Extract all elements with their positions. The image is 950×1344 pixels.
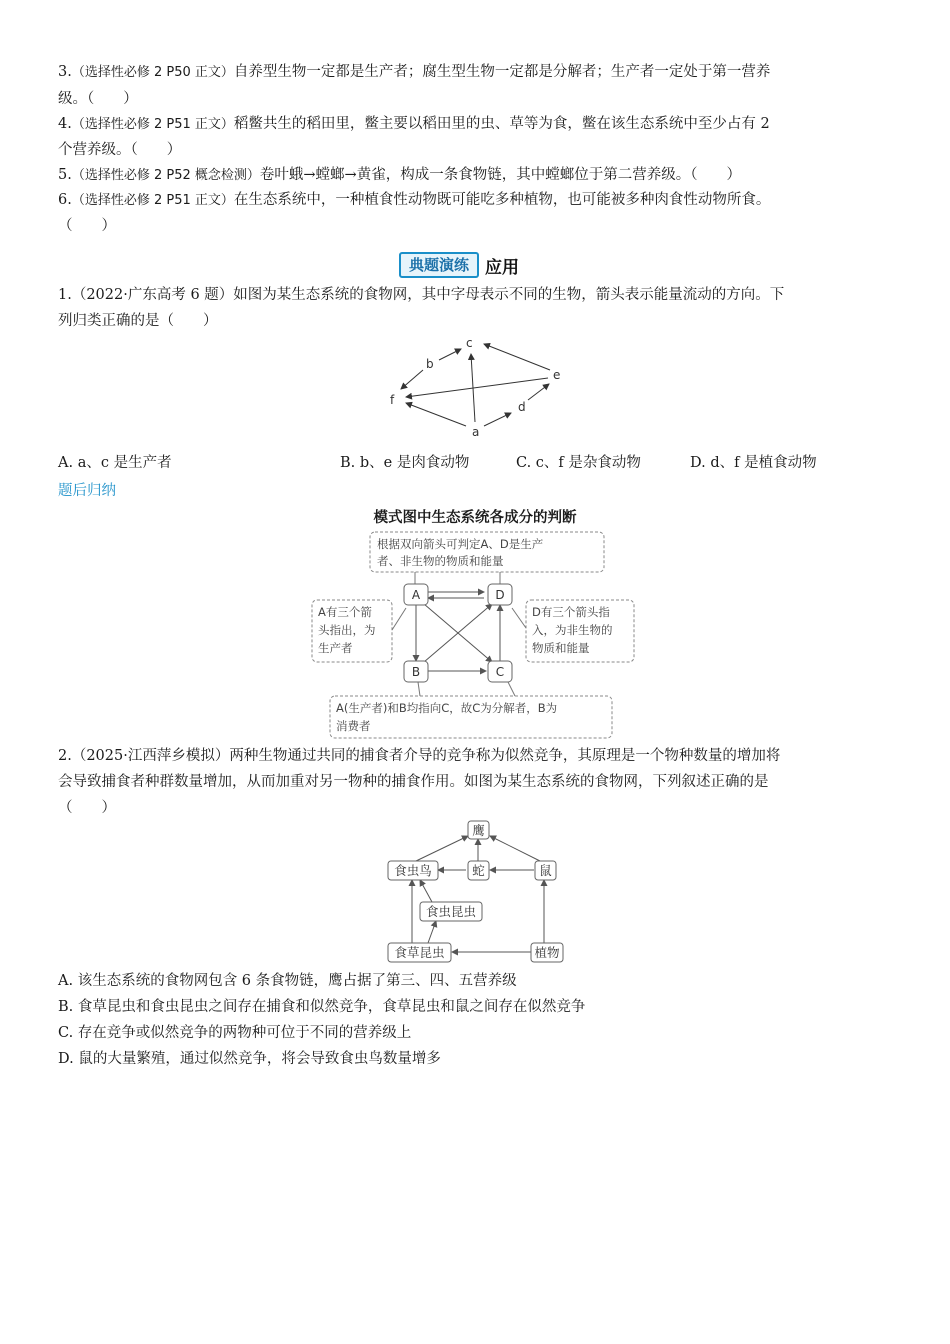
- statement-6-line1: [58, 190, 770, 211]
- statement-5-line1: [58, 165, 741, 186]
- statement-source: （选择性必修 2 P50 正文）: [71, 65, 234, 80]
- note-right-line1: D有三个箭头指: [532, 605, 610, 619]
- statement-3-line2: 级。（ ）: [58, 91, 138, 107]
- statement-6-line2: （ ）: [58, 218, 116, 234]
- q2-stem-line2: 会导致捕食者种群数量增加，从而加重对另一物种的捕食作用。如图为某生态系统的食物网，下列叙述正确的是: [58, 774, 769, 790]
- statement-number: 5.: [58, 167, 72, 183]
- node-A: A: [411, 588, 421, 602]
- q2-option-d[interactable]: D. 鼠的大量繁殖，通过似然竞争，将会导致食虫鸟数量增多: [58, 1051, 441, 1067]
- arrow-e-c: [484, 344, 550, 370]
- q1-food-web: [380, 330, 580, 445]
- note-bottom-line2: 消费者: [336, 719, 371, 733]
- diagram-title: 模式图中生态系统各成分的判断: [373, 510, 577, 526]
- statement-text: 稻鳖共生的稻田里，鳖主要以稻田里的虫、草等为食，鳖在该生态系统中至少占有 2: [233, 116, 770, 132]
- q1-option-b[interactable]: B. b、e 是肉食动物: [340, 455, 470, 471]
- q2-option-a[interactable]: A. 该生态系统的食物网包含 6 条食物链，鹰占据了第三、四、五营养级: [58, 973, 517, 989]
- statement-text: 自养型生物一定都是生产者；腐生型生物一定都是分解者；生产者一定处于第一营养: [233, 64, 771, 80]
- arrow-herb-insect: [428, 921, 436, 943]
- note-bottom-pointer-2: [508, 682, 515, 696]
- node-e: e: [553, 368, 561, 382]
- node-eagle: 鹰: [472, 823, 485, 838]
- node-c: c: [466, 336, 473, 350]
- banner-word: 应用: [485, 257, 520, 278]
- note-right-pointer: [512, 608, 526, 628]
- statement-number: 4.: [58, 116, 72, 132]
- node-plant: 植物: [534, 945, 560, 960]
- node-insectivorous-insect: 食虫昆虫: [425, 904, 477, 919]
- q1-stem-line1: 1.（2022·广东高考 6 题）如图为某生态系统的食物网，其中字母表示不同的生物，箭头表示能量流动的方向。下: [58, 287, 785, 303]
- statement-4-line1: [58, 114, 770, 135]
- note-right-line3: 物质和能量: [532, 641, 590, 655]
- node-snake: 蛇: [472, 863, 485, 878]
- node-B: B: [411, 665, 421, 679]
- section-banner: [399, 252, 519, 278]
- q1-option-d[interactable]: D. d、f 是植食动物: [690, 455, 817, 471]
- statement-3-line1: [58, 62, 770, 83]
- arrow-a-d: [484, 413, 511, 426]
- arrow-insect-bird: [420, 880, 432, 902]
- banner-label: 典题演练: [399, 252, 479, 278]
- q1-stem-line2: 列归类正确的是（ ）: [58, 313, 218, 329]
- note-left-line1: A有三个箭: [318, 605, 372, 619]
- note-bottom-line1: A(生产者)和B均指向C，故C为分解者，B为: [336, 701, 558, 715]
- statement-text: 卷叶蛾→螳螂→黄雀，构成一条食物链，其中螳螂位于第二营养级。（ ）: [259, 167, 741, 183]
- node-insectivorous-bird: 食虫鸟: [394, 863, 432, 878]
- arrow-a-f: [406, 403, 466, 426]
- statement-number: 3.: [58, 64, 72, 80]
- arrow-e-f: [406, 378, 548, 397]
- note-right-line2: 入，为非生物的: [532, 623, 613, 637]
- q2-stem-line1: 2.（2025·江西萍乡模拟）两种生物通过共同的捕食者介导的竞争称为似然竞争，其原理是一个物种数量的增加将: [58, 748, 781, 764]
- node-d: d: [518, 400, 526, 414]
- node-D: D: [495, 588, 505, 602]
- note-left-line2: 头指出，为: [318, 623, 376, 637]
- arrow-d-e: [528, 384, 549, 400]
- statement-number: 6.: [58, 192, 72, 208]
- q2-option-b[interactable]: B. 食草昆虫和食虫昆虫之间存在捕食和似然竞争，食草昆虫和鼠之间存在似然竞争: [58, 999, 586, 1015]
- note-top-line1: 根据双向箭头可判定A、D是生产: [377, 537, 544, 551]
- node-a: a: [472, 425, 480, 439]
- note-left-line3: 生产者: [318, 641, 353, 655]
- node-herbivorous-insect: 食草昆虫: [394, 945, 445, 960]
- arrow-b-c: [439, 349, 461, 360]
- note-top-line2: 者、非生物的物质和能量: [377, 554, 504, 568]
- q2-option-c[interactable]: C. 存在竞争或似然竞争的两物种可位于不同的营养级上: [58, 1025, 412, 1041]
- q2-food-web: [380, 815, 570, 965]
- summary-link[interactable]: 题后归纳: [58, 483, 116, 499]
- node-mouse: 鼠: [539, 863, 552, 878]
- q1-option-c[interactable]: C. c、f 是杂食动物: [516, 455, 641, 471]
- note-left-pointer: [392, 608, 406, 630]
- statement-source: （选择性必修 2 P51 正文）: [71, 117, 234, 132]
- node-C: C: [495, 665, 505, 679]
- statement-text: 在生态系统中，一种植食性动物既可能吃多种植物，也可能被多种肉食性动物所食。: [233, 192, 771, 208]
- statement-4-line2: 个营养级。（ ）: [58, 142, 182, 158]
- q2-stem-line3: （ ）: [58, 800, 116, 816]
- arrow-bird-eagle: [416, 836, 468, 861]
- statement-source: （选择性必修 2 P52 概念检测）: [71, 168, 260, 183]
- arrow-mouse-eagle: [490, 836, 540, 861]
- node-b: b: [426, 357, 434, 371]
- node-f: f: [390, 393, 395, 407]
- statement-source: （选择性必修 2 P51 正文）: [71, 193, 234, 208]
- arrow-b-f: [401, 370, 423, 389]
- note-bottom-pointer: [418, 682, 420, 696]
- ecosystem-diagram: [300, 528, 640, 743]
- q1-option-a[interactable]: A. a、c 是生产者: [58, 455, 172, 471]
